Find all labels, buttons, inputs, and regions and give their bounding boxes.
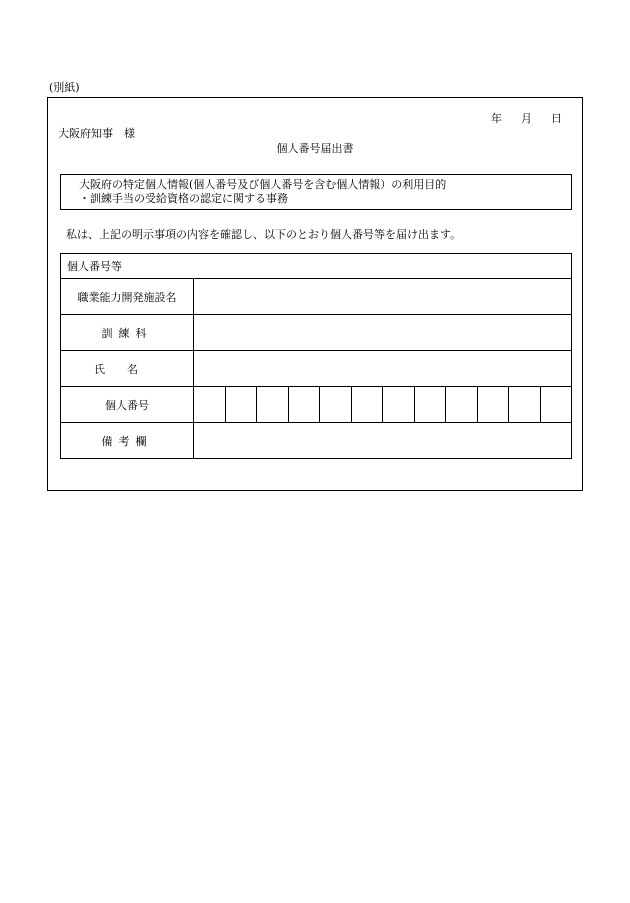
name-field[interactable] xyxy=(194,351,572,387)
purpose-line-2: ・訓練手当の受給資格の認定に関する事務 xyxy=(79,192,288,205)
form-frame xyxy=(47,97,583,491)
document-title: 個人番号届出書 xyxy=(276,142,354,155)
personal-number-table xyxy=(60,253,572,459)
digit-cell-6[interactable] xyxy=(351,387,383,423)
digit-cell-10[interactable] xyxy=(477,387,509,423)
digit-cell-5[interactable] xyxy=(320,387,352,423)
purpose-box xyxy=(60,174,572,210)
digit-cell-1[interactable] xyxy=(194,387,226,423)
name-label: 氏名 xyxy=(61,351,194,387)
digit-cell-11[interactable] xyxy=(509,387,541,423)
digit-cell-8[interactable] xyxy=(414,387,446,423)
remarks-field[interactable] xyxy=(194,423,572,459)
course-label: 訓練科 xyxy=(61,315,194,351)
course-field[interactable] xyxy=(194,315,572,351)
purpose-line-1: 大阪府の特定個人情報(個人番号及び個人番号を含む個人情報）の利用目的 xyxy=(79,178,447,191)
date-year: 年 xyxy=(491,112,502,125)
date-line xyxy=(472,112,562,126)
number-label: 個人番号 xyxy=(61,387,194,423)
digit-cell-4[interactable] xyxy=(288,387,320,423)
digit-cell-9[interactable] xyxy=(446,387,478,423)
remarks-label: 備考欄 xyxy=(61,423,194,459)
digit-cell-2[interactable] xyxy=(225,387,257,423)
confirmation-statement: 私は、上記の明示事項の内容を確認し、以下のとおり個人番号等を届け出ます。 xyxy=(66,228,462,241)
digit-cell-7[interactable] xyxy=(383,387,415,423)
facility-label: 職業能力開発施設名 xyxy=(61,279,194,315)
attachment-label: (別紙) xyxy=(49,81,80,94)
addressee: 大阪府知事 様 xyxy=(58,127,135,140)
section-header: 個人番号等 xyxy=(61,254,572,279)
digit-cell-12[interactable] xyxy=(540,387,572,423)
digit-cell-3[interactable] xyxy=(257,387,289,423)
facility-field[interactable] xyxy=(194,279,572,315)
date-month: 月 xyxy=(521,112,532,125)
date-day: 日 xyxy=(551,112,562,125)
